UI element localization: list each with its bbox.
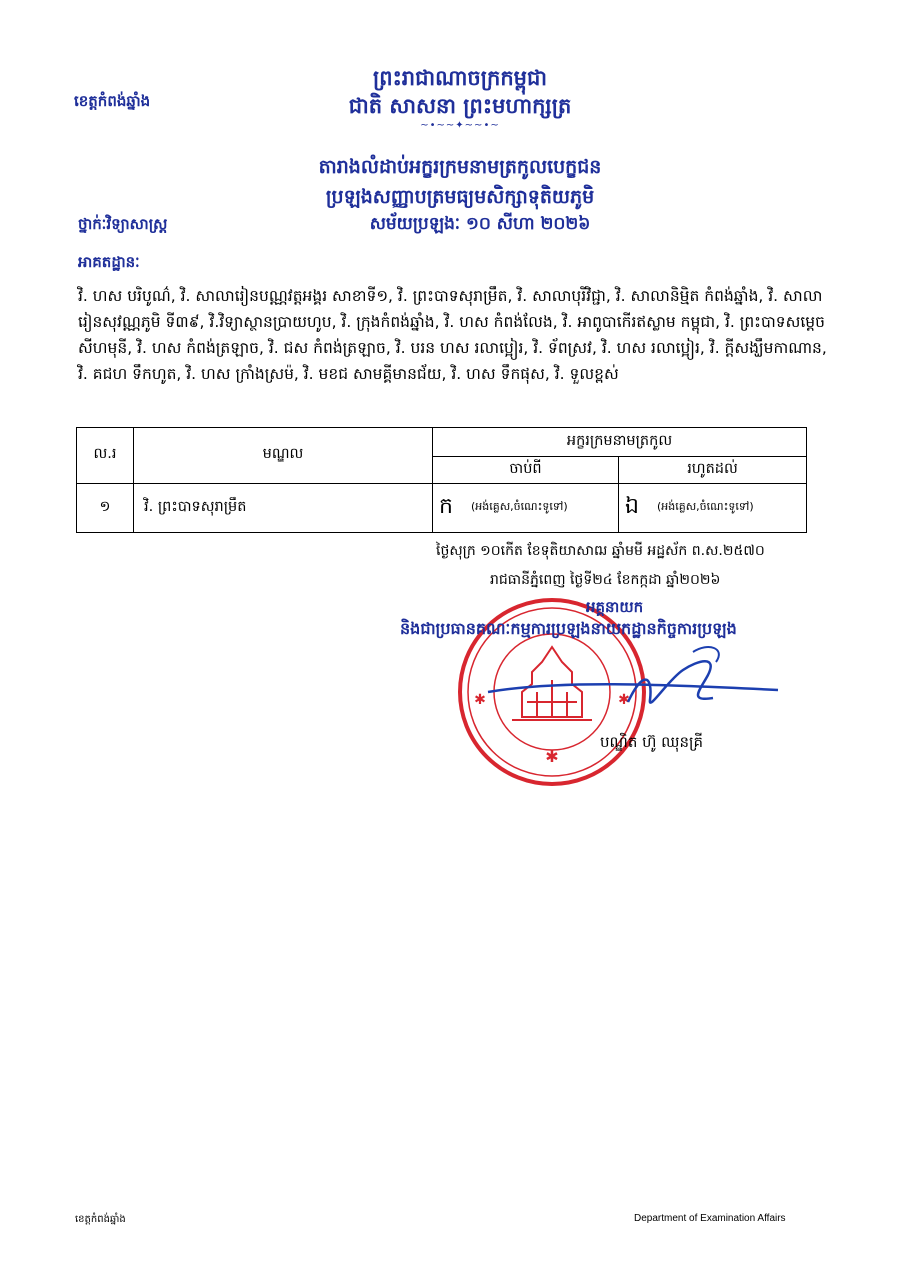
document-title: តារាងលំដាប់អក្ខរក្រមនាមត្រកូលបេក្ខជន [318,156,602,178]
svg-text:✱: ✱ [545,747,559,766]
header-no: ល.រ [77,428,134,484]
header-from: ចាប់ពី [433,457,619,484]
national-motto: ជាតិ សាសនា ព្រះមហាក្សត្រ [348,94,572,118]
alphabet-table [76,427,807,533]
solar-date: រាជធានីភ្នំពេញ ថ្ងៃទី២៤ ខែកក្កដា ឆ្នាំ២០២៦ [490,572,721,588]
row-center: វិ. ព្រះបាទសុរាម្រឹត [134,484,433,533]
grade-label: ថ្នាក់ៈវិទ្យាសាស្ត្រ [78,215,168,233]
to-letter: ឯ [625,494,639,519]
row-from [433,484,619,533]
province-label: ខេត្តកំពង់ឆ្នាំង [74,92,151,110]
row-to [619,484,807,533]
document-subtitle: ប្រឡងសញ្ញាបត្រមធ្យមសិក្សាទុតិយភូមិ [325,186,595,208]
header-to: រហូតដល់ [619,457,807,484]
signer-name: បណ្ឌិត ហ៊ូ ឈុនគ្រី [600,733,703,751]
signer-role-detail: និងជាប្រធានគណៈកម្មការប្រឡងនាយកដ្ឋានកិច្ចការប្រឡង [400,619,737,638]
lunar-date: ថ្ងៃសុក្រ ១០កើត ខែទុតិយាសាឍ ឆ្នាំមមី អដ្ឋស័ក ព.ស.២៥៧០ [436,543,765,559]
handwritten-signature-icon [478,640,788,730]
from-letter: ក [439,494,453,519]
from-note: (អង់គ្លេស,ចំណេះទូទៅ) [470,500,568,513]
table-row [77,484,807,533]
exam-session: សម័យប្រឡងៈ ១០ សីហា ២០២៦ [369,214,591,234]
footer-province: ខេត្តកំពង់ឆ្នាំង [75,1214,126,1225]
footer-department: Department of Examination Affairs [634,1213,786,1224]
kingdom-heading: ព្រះរាជាណាចក្រកម្ពុជា [372,66,547,90]
ornament-divider: ~•~~✦~~•~ [420,120,500,131]
row-no: ១ [77,484,134,533]
exam-centers-list: វិ. ហស បរិបូណ៌, វិ. សាលារៀនបណ្ណវត្តអង្គរ សាខាទី១, វិ. ព្រះបាទសុរាម្រឹត, វិ. សាលាបុរីវិជ្ជា, វិ. សាលានិមិ្មត កំពង់ឆ្នាំង, វិ. សាលារៀនសុវណ្ណភូមិ ទី៣៩, វិ.វិទ្យាស្ថានប្រាយហូប, វិ. ក្រុងកំពង់ឆ្នាំង, វិ. ហស កំពង់លែង, វិ. អាពូបាកើរឥស្លាម កម្ពុជា, វិ. ព្រះបាទសម្តេចសីហមុនី, វិ. ហស កំពង់ត្រឡាច, វិ. ជស កំពង់ត្រឡាច, វិ. បរន ហស រលាប្អៀរ, វិ. ទ័ពស្រវ, វិ. ហស រលាប្អៀរ, វិ. ក្តីសង្ឃឹមកាណាន, វិ. គជហ ទឹកហូត, វិ. ហស ក្រាំងស្រម៉, វិ. មខជ សាមគ្គីមានជ័យ, វិ. ហស ទឹកផុស, វិ. ទួលខ្ពស់ [78,287,827,383]
svg-text:✱: ✱ [618,692,630,708]
header-alphabet: អក្ខរក្រមនាមត្រកូល [433,428,807,457]
header-center: មណ្ឌល [134,428,433,484]
svg-text:✱: ✱ [474,692,486,708]
signer-role: អគ្គនាយក [586,598,644,616]
to-note: (អង់គ្លេស,ចំណេះទូទៅ) [656,500,754,513]
exam-centers-label: អាគតដ្ឋានៈ [78,253,140,271]
